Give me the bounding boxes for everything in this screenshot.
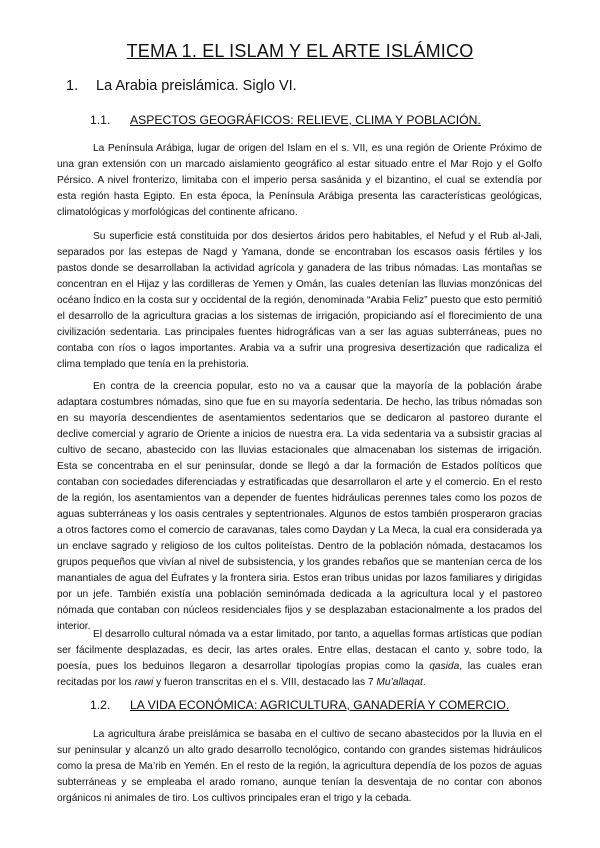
subsection-heading-1-2 [90,698,509,712]
term-qasida: qasida [429,661,460,672]
document-title: TEMA 1. EL ISLAM Y EL ARTE ISLÁMICO [126,41,474,61]
section-number: 1. [66,78,79,94]
term-rawi: rawi [134,677,154,688]
subsection-title: LA VIDA ECONÓMICA: AGRICULTURA, GANADERÍA Y COMERCIO. [130,698,510,712]
term-muallaqat: Mu’allaqat [376,677,423,688]
paragraph-3: En contra de la creencia popular, esto no va a causar que la mayoría de la población árabe adaptara costumbres nómadas, sino que fue en su mayoría sedentaria. De hecho, las tribus nómadas son en su mayoría descendientes de asentamientos sedentarios que se dedicaron al pastoreo durante el declive comercial y agrario de Oriente a inicios de nuestra era. La vida sedentaria va a subsistir gracias al cultivo de secano, abastecido con las lluvias estacionales que almacenaban los sistemas de irrigación. Esta se concentraba en el sur peninsular, donde se llegó a dar la formación de Estados políticos que contaban con sociedades diferenciadas y estratificadas que desarrollaron el arte y el comercio. En el resto de la región, los asentamientos van a depender de fuentes hidráulicas perennes tales como los pozos de aguas subterráneas y los oasis centrales y septentrionales. Algunos de estos también prosperaron gracias a otros factores como el comercio de caravanas, tales como Daydan y La Meca, la cual era considerada ya un enclave sagrado y religioso de los cultos politeístas. Dentro de la población nómada, destacamos los grupos pequeños que vivían al nivel de subsistencia, y los grandes rebaños que se mantenían cerca de los manantiales de agua del Éufrates y la frontera siria. Estos eran tribus unidas por lazos familiares y dirigidas por un jefe. También existía una población seminómada dedicada a la agricultura local y el pastoreo nómada que contaban con núcleos residenciales fijos y se desplazaban estacionalmente a los prados del interior. [57,381,542,632]
paragraph-4-text: y fueron transcritas en el s. VIII, destacado las 7 [153,677,377,688]
paragraph-2: Su superficie está constituida por dos desiertos áridos pero habitables, el Nefud y el Rub al-Jali, separados por las estepas de Nagd y Yamana, donde se encontraban los escasos oasis fértiles y los pastos donde se desarrollaban la actividad agrícola y ganadera de las tribus nómadas. Las montañas se concentran en el Hijaz y las cordilleras de Yemen y Omán, las cuales detenían las lluvias monzónicas del océano Índico en la costa sur y occidental de la región, denominada “Arabia Feliz” puesto que esto permitió el desarrollo de la agricultura gracias a los sistemas de irrigación, propiciando así el florecimiento de una civilización sedentaria. Las principales fuentes hidrográficas van a ser las aguas subterráneas, pues no contaba con ríos o lagos importantes. Arabia va a sufrir una progresiva desertización que radicaliza el clima templado que tenía en la prehistoria. [57,231,542,370]
subsection-title: ASPECTOS GEOGRÁFICOS: RELIEVE, CLIMA Y POBLACIÓN. [130,113,481,127]
paragraph-4-text: El desarrollo cultural nómada va a estar limitado, por tanto, a aquellas formas artísticas que podían ser fácilmente desplazadas, es decir, las artes orales. Entre ellas, destacan el canto y, sobre todo, la poesía, pues los beduinos llegaron a desarrollar tipologías propias como la [57,629,542,672]
paragraph-4-text: . [422,677,426,688]
subsection-number: 1.1. [90,113,111,127]
section-title: La Arabia preislámica. Siglo VI. [96,78,297,94]
paragraph-4 [57,627,542,691]
section-heading [66,78,297,94]
paragraph-1: La Península Arábiga, lugar de origen del Islam en el s. VII, es una región de Oriente Próximo de una gran extensión con un marcado aislamiento geográfico al estar situado entre el Mar Rojo y el Golfo Pérsico. A nivel fronterizo, limitaba con el imperio persa sasánida y el bizantino, el cual se extendía por esta región hasta Egipto. En esta época, la Península Arábiga presenta las características geológicas, climatológicas y morfológicas del continente africano. [57,143,542,218]
subsection-number: 1.2. [90,698,111,712]
subsection-heading-1-1 [90,113,481,127]
paragraph-5: La agricultura árabe preislámica se basaba en el cultivo de secano abastecidos por la lluvia en el sur peninsular y alcanzó un alto grado desarrollo tecnológico, contando con grandes sistemas hidráulicos como la presa de Ma’rib en Yemén. En el resto de la región, la agricultura dependía de los pozos de aguas subterráneas y se empleaba el arado romano, aunque tenían la desventaja de no contar con abonos orgánicos ni animales de tiro. Los cultivos principales eran el trigo y la cebada. [57,729,542,804]
paragraph-4-text: , las cuales eran recitadas por los [57,661,542,688]
